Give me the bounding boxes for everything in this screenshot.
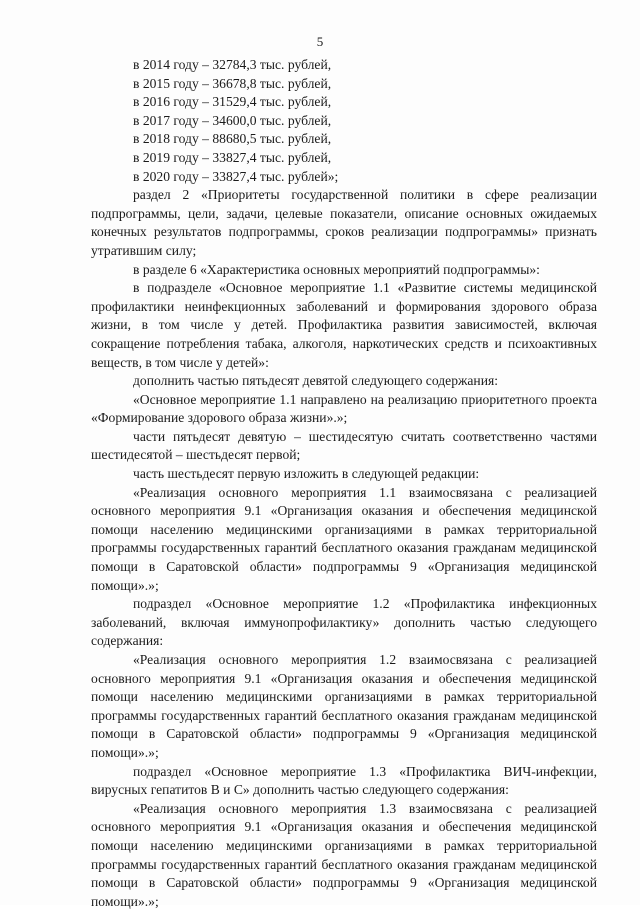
funding-line-2017: в 2017 году – 34600,0 тыс. рублей, [133,112,332,128]
paragraph-quote-1-3-linkage: «Реализация основного мероприятия 1.3 взаимосвязана с реализацией основного мероприятия 9.1 «Организация оказания и обеспечения медицинской помощи населению медицинскими организациями в рамках территориальной программы государственных гарантий бесплатного оказания гражданам медицинской помощи в Саратовской области» подпрограммы 9 «Организация медицинской помощи».»; [91,800,597,909]
paragraph-add-part-59: дополнить частью пятьдесят девятой следующего содержания: [133,373,498,389]
paragraph-subsection-1-2: подраздел «Основное мероприятие 1.2 «Профилактика инфекционных заболеваний, включая иммунопрофилактику» дополнить частью следующего содержания: [91,596,597,649]
funding-line-2020: в 2020 году – 33827,4 тыс. рублей»; [133,168,339,184]
paragraph-quote-1-2-linkage: «Реализация основного мероприятия 1.2 взаимосвязана с реализацией основного мероприятия 9.1 «Организация оказания и обеспечения медицинской помощи населению медицинскими организациями в рамках территориальной программы государственных гарантий бесплатного оказания гражданам медицинской помощи в Саратовской области» подпрограммы 9 «Организация медицинской помощи».»; [91,652,597,760]
funding-line-2015: в 2015 году – 36678,8 тыс. рублей, [133,75,332,91]
funding-line-2014: в 2014 году – 32784,3 тыс. рублей, [133,57,332,72]
paragraph-renumber-parts: части пятьдесят девятую – шестидесятую считать соответственно частями шестидесятой – шестьдесят первой; [91,428,597,463]
paragraph-quote-1-1-linkage: «Реализация основного мероприятия 1.1 взаимосвязана с реализацией основного мероприятия 9.1 «Организация оказания и обеспечения медицинской помощи населению медицинскими организациями в рамках территориальной программы государственных гарантий бесплатного оказания гражданам медицинской помощи в Саратовской области» подпрограммы 9 «Организация медицинской помощи».»; [91,484,597,593]
paragraph-quote-1-1: «Основное мероприятие 1.1 направлено на реализацию приоритетного проекта «Формирование здорового образа жизни».»; [91,391,597,426]
document-body [91,56,597,911]
page-number: 5 [316,34,324,49]
funding-line-2016: в 2016 году – 31529,4 тыс. рублей, [133,94,332,110]
paragraph-section-2-repeal: раздел 2 «Приоритеты государственной политики в сфере реализации подпрограммы, цели, задачи, целевые показатели, описание основных ожидаемых конечных результатов подпрограммы, сроков реализации подпрограммы» признать утратившим силу; [91,187,597,258]
paragraph-subsection-1-3: подраздел «Основное мероприятие 1.3 «Профилактика ВИЧ-инфекции, вирусных гепатитов В и С» дополнить частью следующего содержания: [91,763,597,798]
funding-line-2019: в 2019 году – 33827,4 тыс. рублей, [133,149,332,165]
funding-line-2018: в 2018 году – 88680,5 тыс. рублей, [133,131,332,147]
paragraph-part-61-revision: часть шестьдесят первую изложить в следующей редакции: [133,466,480,482]
paragraph-subsection-1-1: в подразделе «Основное мероприятие 1.1 «Развитие системы медицинской профилактики неинфекционных заболеваний и формирования здорового образа жизни, в том числе у детей. Профилактика развития зависимостей, включая сокращение потребления табака, алкоголя, наркотических средств и психоактивных веществ, в том числе у детей»: [91,280,597,370]
paragraph-section-6-heading: в разделе 6 «Характеристика основных мероприятий подпрограммы»: [133,261,540,277]
